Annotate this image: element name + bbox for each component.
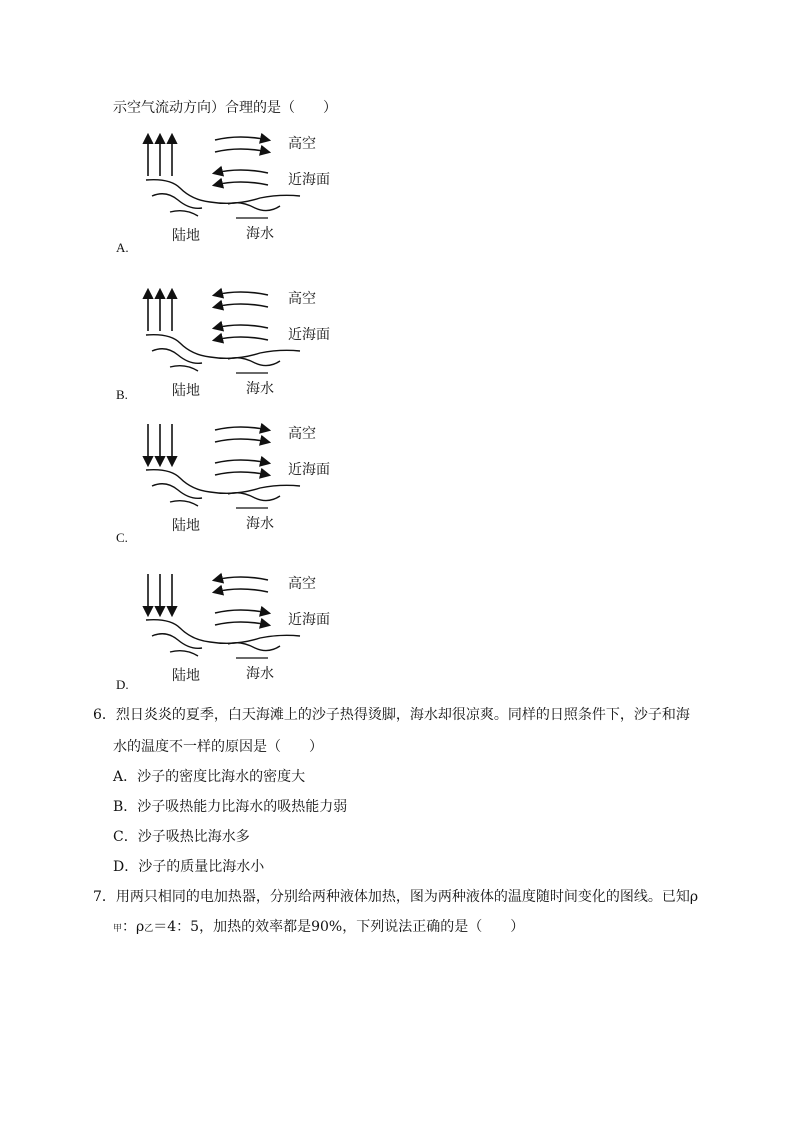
flow-arrow-right [215, 427, 268, 430]
q7-line2 [113, 917, 524, 939]
flow-arrow-left [215, 337, 268, 340]
land-contour [170, 366, 198, 371]
land-contour [170, 211, 198, 216]
q6-line2: 水的温度不一样的原因是（ ） [113, 739, 323, 755]
land-contour [152, 484, 202, 499]
label-sea: 海水 [246, 516, 274, 532]
flow-arrow-left [215, 325, 268, 328]
label-near-sea: 近海面 [288, 172, 330, 188]
label-sea: 海水 [246, 226, 274, 242]
sea-wave [228, 358, 280, 366]
q7-sub-jia: 甲 [113, 924, 123, 934]
label-land: 陆地 [172, 668, 200, 684]
diagram-svg [140, 418, 340, 548]
q6-line1: 6．烈日炎炎的夏季，白天海滩上的沙子热得烫脚，海水却很凉爽。同样的日照条件下，沙子和海 [93, 707, 690, 723]
option-a-label: A. [116, 240, 129, 255]
label-near-sea: 近海面 [288, 612, 330, 628]
flow-arrow-right [215, 472, 268, 475]
q6-choice-c: C．沙子吸热比海水多 [113, 829, 250, 845]
flow-arrow-right [215, 137, 268, 140]
label-land: 陆地 [172, 383, 200, 399]
label-high-altitude: 高空 [288, 136, 316, 152]
label-near-sea: 近海面 [288, 327, 330, 343]
flow-arrow-left [215, 292, 268, 295]
label-near-sea: 近海面 [288, 462, 330, 478]
flow-arrow-left [215, 589, 268, 592]
diagram-b [140, 283, 340, 413]
label-sea: 海水 [246, 666, 274, 682]
label-land: 陆地 [172, 228, 200, 244]
label-high-altitude: 高空 [288, 426, 316, 442]
land-contour [152, 634, 202, 649]
flow-arrow-left [215, 170, 268, 173]
land-contour [152, 349, 202, 364]
land-contour [152, 194, 202, 209]
q6-choice-a: A．沙子的密度比海水的密度大 [113, 769, 306, 785]
label-sea: 海水 [246, 381, 274, 397]
sea-wave [228, 203, 280, 211]
diagram-c [140, 418, 340, 548]
intro-line: 示空气流动方向）合理的是（ ） [113, 100, 337, 116]
flow-arrow-left [215, 182, 268, 185]
label-high-altitude: 高空 [288, 291, 316, 307]
option-b-label: B. [116, 387, 128, 402]
q7-line2-rest: ＝4：5，加热的效率都是90%，下列说法正确的是（ ） [153, 919, 525, 935]
flow-arrow-right [215, 439, 268, 442]
flow-arrow-right [215, 622, 268, 625]
diagram-d [140, 568, 340, 698]
diagram-svg [140, 128, 340, 258]
q7-rho: ：ρ [122, 919, 145, 935]
flow-arrow-left [215, 577, 268, 580]
diagram-svg [140, 283, 340, 413]
option-c-label: C. [116, 530, 128, 545]
q7-sub-yi: 乙 [144, 924, 154, 934]
land-contour [170, 651, 198, 656]
flow-arrow-right [215, 610, 268, 613]
sea-wave [228, 643, 280, 651]
flow-arrow-left [215, 304, 268, 307]
option-d-label: D. [116, 677, 129, 692]
land-contour [170, 501, 198, 506]
label-high-altitude: 高空 [288, 576, 316, 592]
flow-arrow-right [215, 460, 268, 463]
q6-choice-b: B．沙子吸热能力比海水的吸热能力弱 [113, 799, 348, 815]
sea-wave [228, 493, 280, 501]
q6-choice-d: D．沙子的质量比海水小 [113, 859, 265, 875]
label-land: 陆地 [172, 518, 200, 534]
diagram-svg [140, 568, 340, 698]
q7-line1: 7．用两只相同的电加热器，分别给两种液体加热，图为两种液体的温度随时间变化的图线。已知ρ [93, 889, 699, 905]
flow-arrow-right [215, 149, 268, 152]
diagram-a [140, 128, 340, 258]
